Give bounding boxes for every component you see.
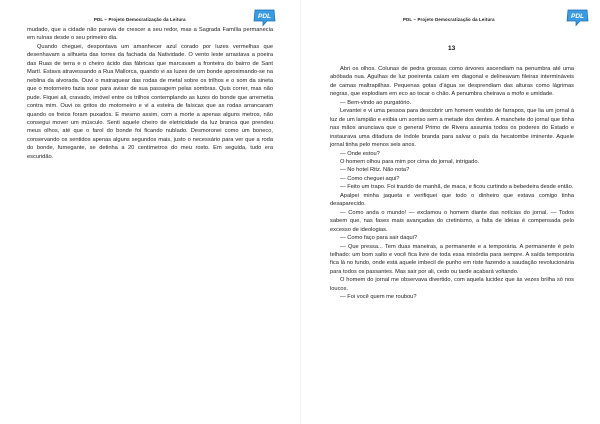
pdl-logo-icon [252,8,277,27]
svg-text:PDL: PDL [258,13,271,20]
right-page [300,0,600,424]
paragraph: — Como faço para sair daqui? [340,235,418,242]
pdl-logo-icon [565,8,590,27]
paragraph: O homem do jornal me observava divertido, com aquela lucidez que às vezes brilha só nos loucos. [330,277,574,292]
paragraph: — Foi você quem me roubou? [340,294,417,301]
paragraph: — Como anda o mundo! — exclamou o homem diante das notícias do jornal. — Todos sabem que, nas fases mais avançadas do cretinismo, a falta de ideias é compensada pelo excesso de ideologias. [330,209,574,233]
paragraph: — Bem-vindo ao purgatório. [340,99,412,106]
running-header: PDL – Projeto Democratização da Leitura [94,17,186,22]
paragraph: — Como cheguei aqui? [340,175,400,182]
paragraph: — No hotel Ritz. Não nota? [340,167,410,174]
paragraph: Quando cheguei, despontava um amanhecer azul corado por luzes vermelhas que desenhavam a silhueta das torres da fachada da Natividade. O vento leste arrastava a poeira das Ruas de terra e o cheiro ácido das fábricas que marcavam a fronteira do bairro de Sant Martí. Estava atravessando a Rua Mallorca, quando vi as luzes de um bonde aproximando-se na neblina da alvorada. Ouvi o matraquear das rodas de metal sobre os trilhos e o som da sineta que o motorneiro fazia soar para avisar de sua passagem pelas sombras. Quis correr, mas não pude. Fiquei ali, cravado, imóvel entre os trilhos contemplando as luzes do bonde que arremetia contra mim. Ouvi os gritos do motorneiro e vi a esteira de faíscas que as rodas arrancaram quando os freios foram puxados. E mesmo assim, com a morte a apenas alguns metros, não consegui mover um músculo. Senti aquele cheiro de eletricidade da luz branca que prendeu meus olhos, até que o farol do bonde foi ficando nublado. Desmoronei como um boneco, conservando os sentidos apenas alguns segundos mais, justo o necessário para ver que a roda do bonde, fumegante, se detinha a 20 centímetros do meu rosto. Em seguida, tudo era escuridão. [27,43,273,160]
paragraph: Levantei e vi uma pessoa para descobrir um homem vestido de farrapos, que lia um jornal à luz de um lampião e exibia um sorriso sem a metade dos dentes. A manchete do jornal que tinha nas mãos anunciava que o general Primo de Rivera assumia todos os poderes do Estado e instaurava uma ditadura de índole branda para salvar o país da hecatombe iminente. Aquele jornal tinha pelo menos seis anos. [330,108,574,149]
right-body-text [330,65,574,302]
paragraph: mudado, que a cidade não parava de crescer a seu redor, mas a Sagrada Família permanecia em ruínas desde o seu primeiro dia. [27,27,273,42]
paragraph: — Feito um trapo. Foi trazido de manhã, de maca, e ficou curtindo a bebedeira desde então. [340,184,574,191]
left-body-text [27,26,273,161]
paragraph: Abri os olhos. Colunas de pedra grossas como árvores ascendiam na penumbra até uma abóbada nua. Agulhas de luz poeirenta caíam em diagonal e delineavam fileiras intermináveis de camas maltrapilhas. Pequenas gotas d'água se desprendiam das alturas como lágrimas negras, que explodiam em eco ao tocar o chão. A penumbra cheirava a mofo e umidade. [330,66,574,98]
paragraph: Apalpei minha jaqueta e verifiquei que todo o dinheiro que estava comigo tinha desaparecido. [330,192,574,208]
paragraph: O homem olhou para mim por cima do jornal, intrigado. [340,158,480,165]
running-header: PDL – Projeto Democratização da Leitura [403,17,495,22]
paragraph: — Que pressa... Tem duas maneiras, a permanente e a temporária. A permanente é pelo telhado: um bom salto e você fica livre de toda essa mixórdia para sempre. A saída temporária fica lá no fundo, onde está aquele imbecil de punho em riste fazendo a saudação revolucionária para todos os passantes. Mas sair por ali, cedo ou tarde acabará voltando. [330,243,574,275]
paragraph: — Onde estou? [340,150,380,157]
svg-text:PDL: PDL [571,13,584,20]
page-number: 13 [448,45,456,52]
